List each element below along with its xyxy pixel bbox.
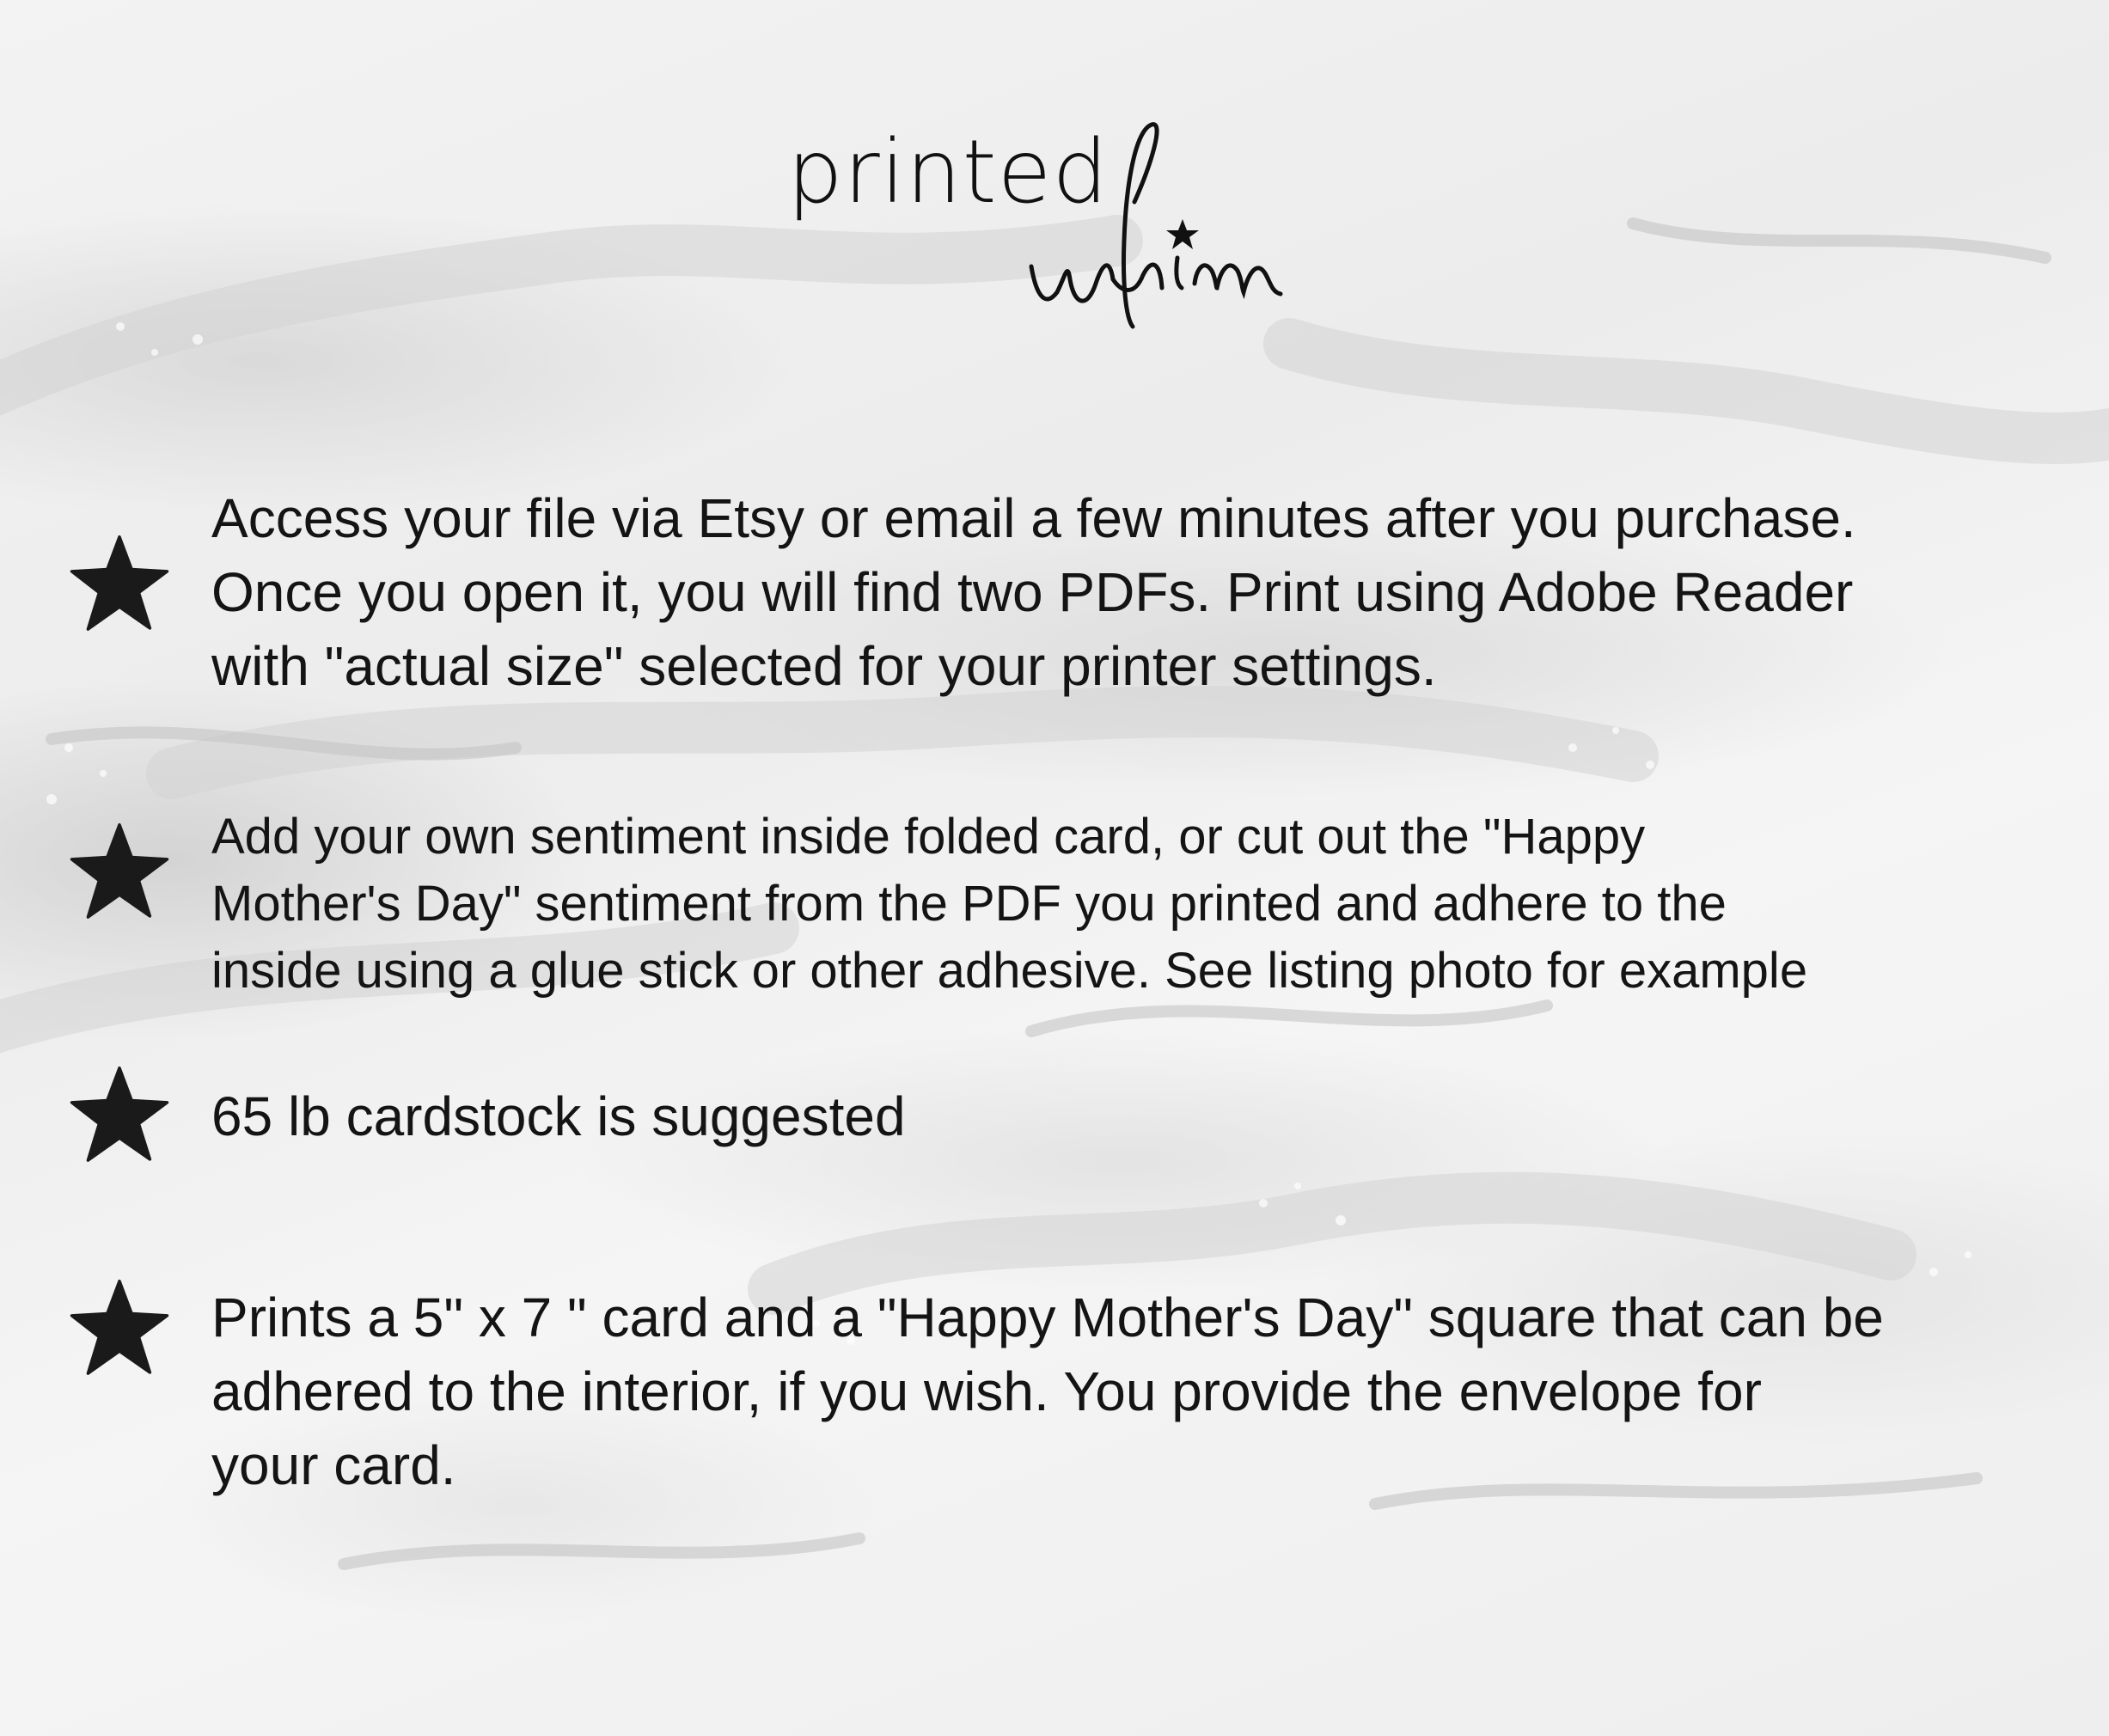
star-icon [69, 821, 170, 922]
instruction-item-cardstock [0, 1079, 2109, 1174]
printed-whim-logo [773, 112, 1341, 335]
star-icon [69, 533, 170, 634]
logo-star-icon [1166, 219, 1199, 249]
logo-word-printed: printed [787, 121, 1110, 223]
logo-word-whim [773, 112, 1341, 335]
instruction-text: Access your file via Etsy or email a few minutes after you purchase. Once you open it, you will find two PDFs. Print using Adobe Reader with "actual size" selected for your printer settings. [211, 487, 1856, 697]
instruction-item-size [0, 1281, 2109, 1513]
star-icon [69, 1064, 170, 1165]
instruction-item-download [0, 481, 2109, 705]
instruction-text: Add your own sentiment inside folded card, or cut out the "Happy Mother's Day" sentiment from the PDF you printed and adhere to the inside using a glue stick or other adhesive. See listing photo for example [211, 809, 1808, 999]
instruction-text: Prints a 5" x 7 " card and a "Happy Mother's Day" square that can be adhered to the interior, if you wish. You provide the envelope for your card. [211, 1287, 1884, 1496]
instruction-text: 65 lb cardstock is suggested [211, 1085, 906, 1147]
star-icon [69, 1277, 170, 1378]
instruction-item-sentiment [0, 804, 2109, 1010]
